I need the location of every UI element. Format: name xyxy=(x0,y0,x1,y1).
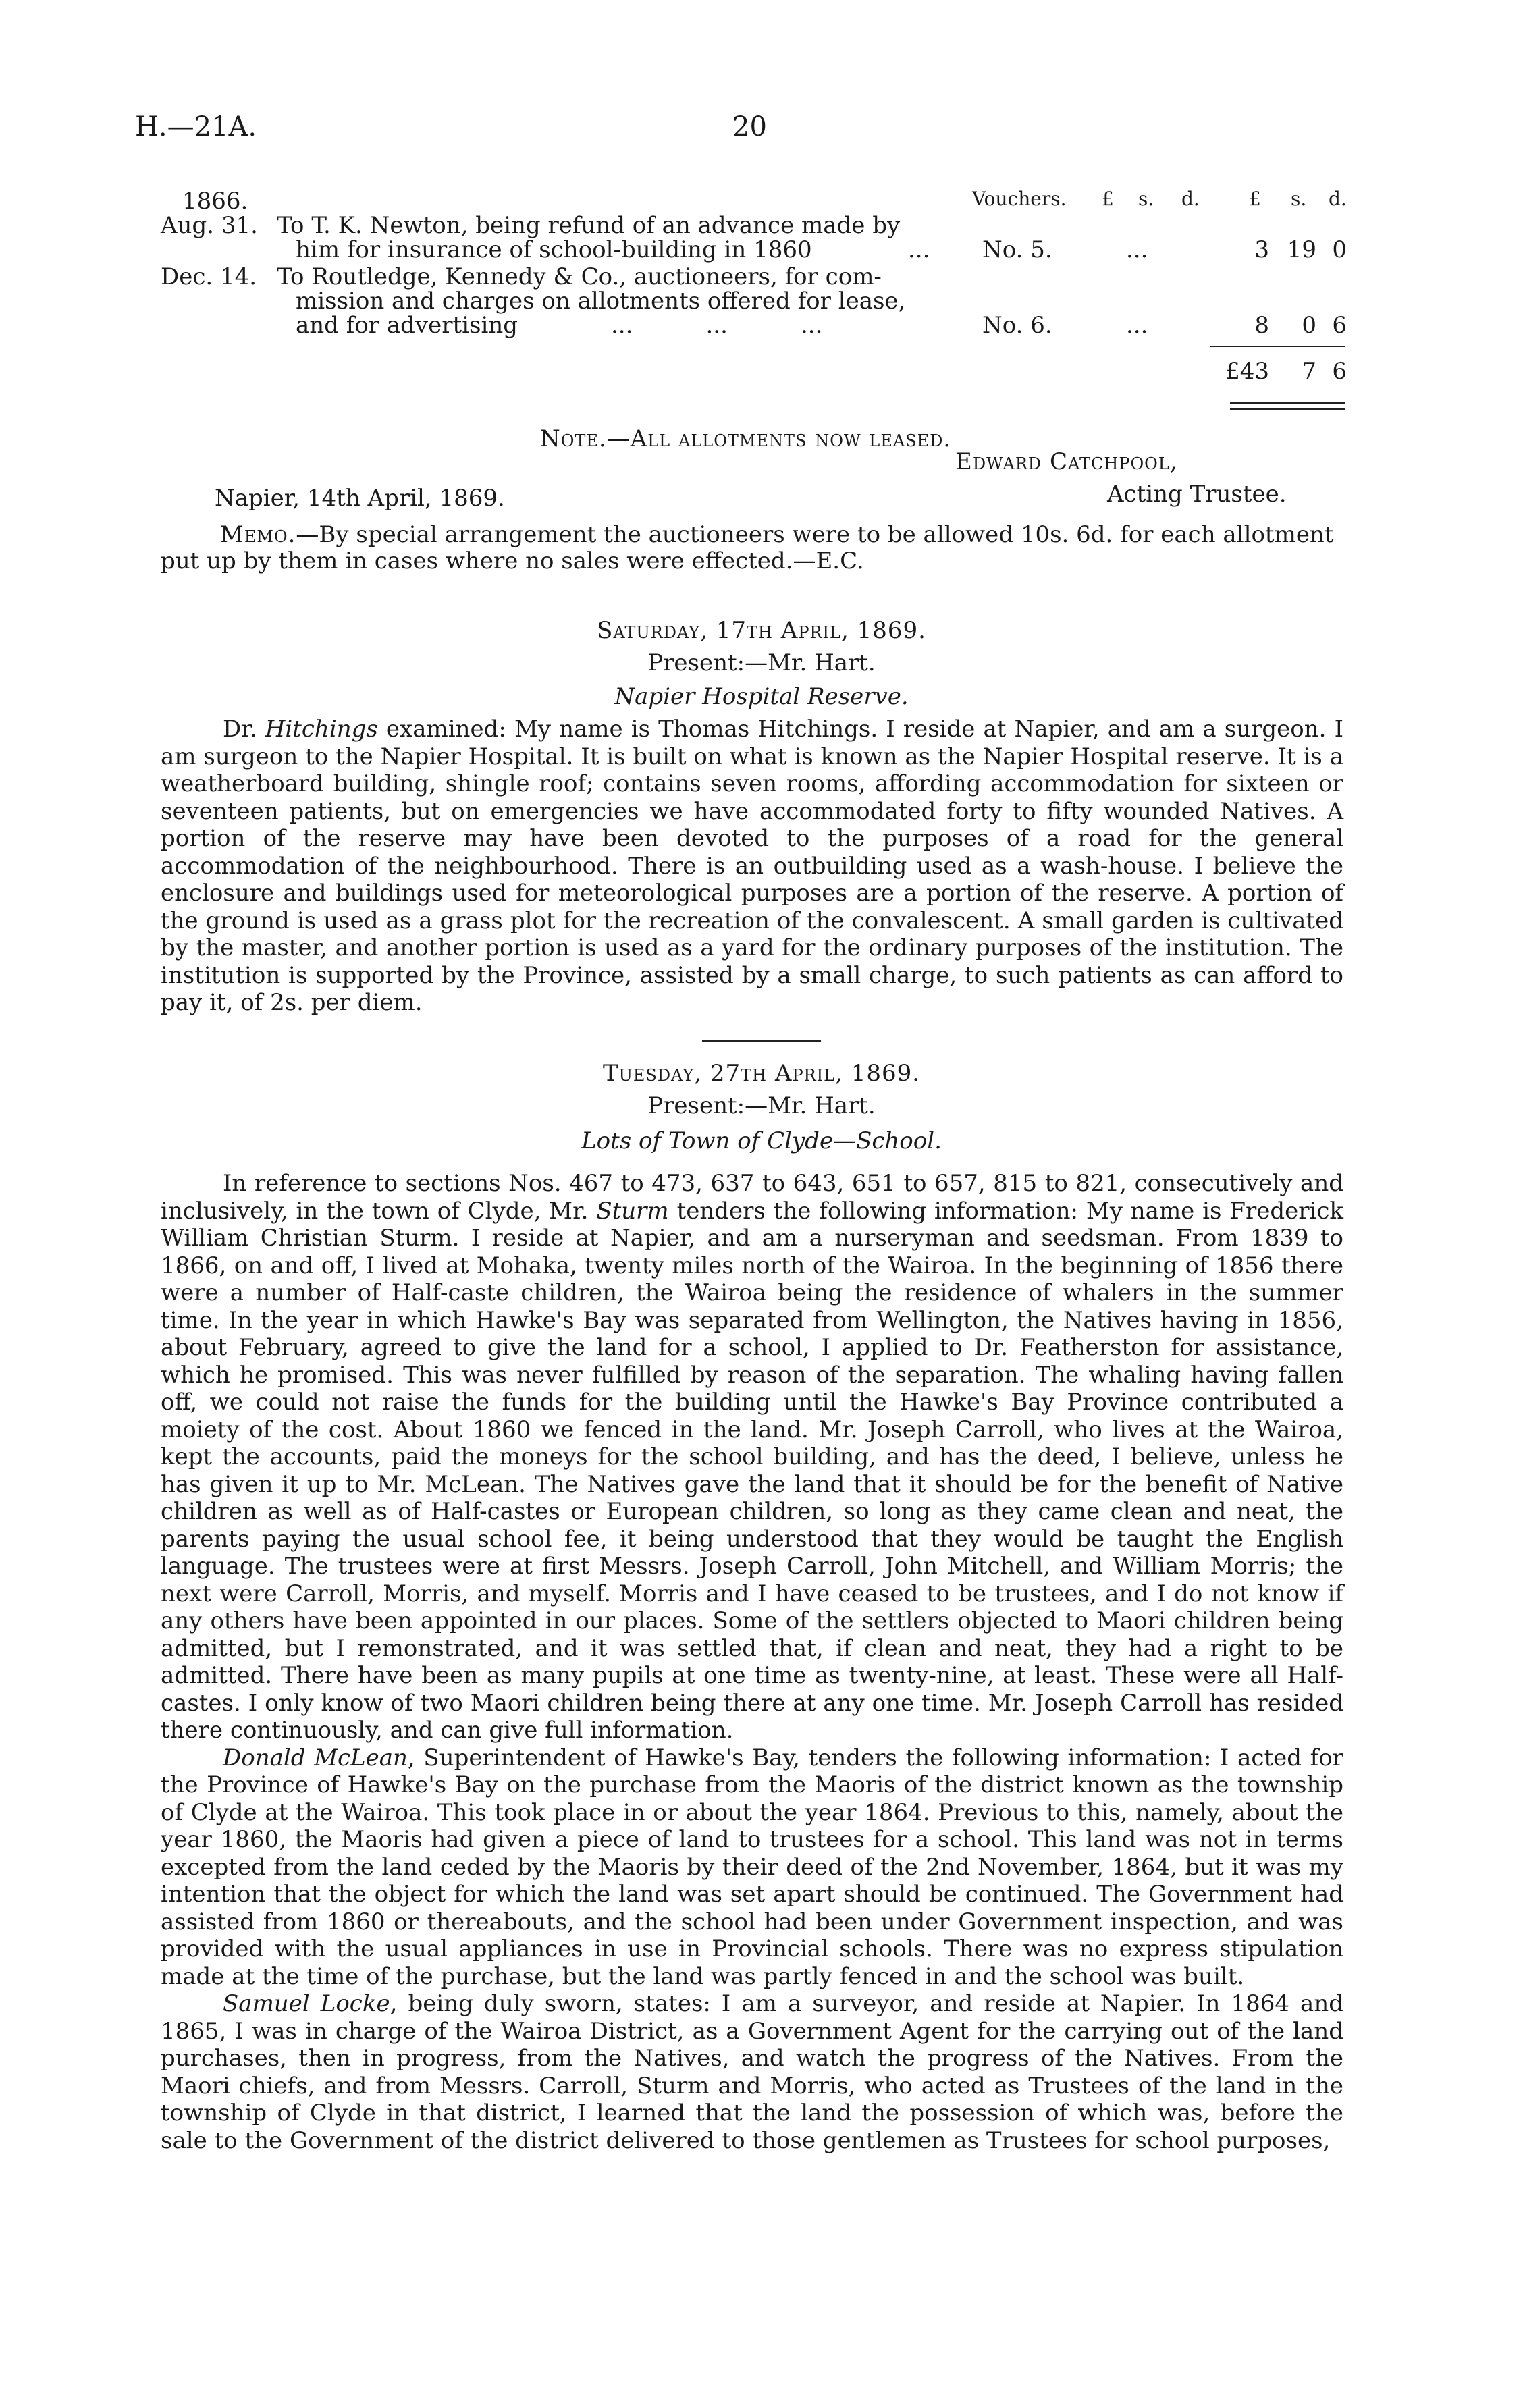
col-pence-2: d. xyxy=(1329,188,1347,210)
voucher-description-cont: mission and charges on allotments offered for lease, xyxy=(296,288,906,315)
memo xyxy=(220,521,1334,548)
witness-name: Sturm xyxy=(596,1197,669,1225)
voucher-description-cont: and for advertising xyxy=(296,312,518,339)
amount-pounds: 8 xyxy=(1254,312,1269,339)
col-pounds-1: £ xyxy=(1102,188,1114,210)
section-present: Present:—Mr. Hart. xyxy=(647,1092,876,1119)
total-shillings: 7 xyxy=(1302,358,1316,385)
amount-pence: 0 xyxy=(1332,236,1347,263)
amount-shillings: 19 xyxy=(1287,236,1316,263)
voucher-mid-dots: ... xyxy=(1126,236,1148,263)
page-number: 20 xyxy=(732,111,767,142)
testimony-text: In reference to sections Nos. 467 to 473, 637 to 643, 651 to 657, 815 to 821, consecutively and inclusively, in the town of Clyde, Mr. xyxy=(161,1170,1343,1225)
leader-dots: ... ... ... xyxy=(611,312,823,339)
col-pence-1: d. xyxy=(1181,188,1200,210)
witness-name: Donald McLean xyxy=(223,1744,408,1771)
col-shillings-2: s. xyxy=(1291,188,1307,210)
amount-shillings: 0 xyxy=(1302,312,1316,339)
testimony-paragraph xyxy=(161,1170,1343,2154)
memo-label: Memo. xyxy=(220,521,296,548)
amount-pence: 6 xyxy=(1332,312,1347,339)
witness-name: Hitchings xyxy=(265,716,378,743)
voucher-description-cont: him for insurance of school-building in 1860 xyxy=(296,236,812,263)
total-rule-top xyxy=(1210,346,1345,347)
title-prefix: Dr. xyxy=(223,716,265,743)
memo-text-cont: put up by them in cases where no sales were effected.—E.C. xyxy=(161,547,864,574)
witness-name: Samuel Locke xyxy=(223,1990,390,2017)
voucher-date: Aug. 31. xyxy=(161,212,258,239)
note-line: Note.—All allotments now leased. xyxy=(540,425,952,452)
voucher-number: No. 5. xyxy=(982,236,1052,263)
col-vouchers: Vouchers. xyxy=(972,188,1067,210)
voucher-year: 1866. xyxy=(182,188,248,215)
testimony-text: , Superintendent of Hawke's Bay, tenders the following information: I acted for the Province of Hawke's Bay on the purchase from the Maoris of the district known as the township of Clyde at the Wairoa. This took place in or about the year 1864. Previous to this, namely, about the year 1860, the Maoris had given a piece of land to trustees for a school. This land was not in terms excepted from the land ceded by the Maoris by their deed of the 2nd November, 1864, but it was my intention that the object for which the land was set apart should be continued. The Government had assisted from 1860 or thereabouts, and the school had been under Government inspection, and was provided with the usual appliances in use in Provincial schools. There was no express stipulation made at the time of the purchase, but the land was partly fenced in and the school was built. xyxy=(161,1744,1343,1990)
section-divider xyxy=(702,1040,821,1042)
leader-dots: ... xyxy=(908,236,930,263)
total-pounds: £43 xyxy=(1225,358,1269,385)
voucher-number: No. 6. xyxy=(982,312,1052,339)
signatory-title: Acting Trustee. xyxy=(1107,481,1287,508)
testimony-text: , being duly sworn, states: I am a surveyor, and reside at Napier. In 1864 and 1865, I was in charge of the Wairoa District, as a Government Agent for the carrying out of the land purchases, then in progress, from the Natives, and watch the progress of the Natives. From the Maori chiefs, and from Messrs. Carroll, Sturm and Morris, who acted as Trustees of the land in the township of Clyde in that district, I learned that the land the possession of which was, before the sale to the Government of the district delivered to those gentlemen as Trustees for school purposes, xyxy=(161,1990,1343,2154)
voucher-description: To T. K. Newton, being refund of an advance made by xyxy=(277,212,901,239)
voucher-description: To Routledge, Kennedy & Co., auctioneers, for com- xyxy=(277,263,882,290)
col-pounds-2: £ xyxy=(1249,188,1261,210)
section-subject: Lots of Town of Clyde—School. xyxy=(581,1127,942,1154)
document-code: H.—21A. xyxy=(135,111,257,142)
section-date: Tuesday, 27th April, 1869. xyxy=(602,1060,921,1087)
testimony-text: examined: My name is Thomas Hitchings. I reside at Napier, and am a surgeon. I am surgeon to the Napier Hospital. It is built on what is known as the Napier Hospital reserve. It is a weatherboard building, shingle roof; contains seven rooms, affording accommodation for sixteen or seventeen patients, but on emergencies we have accommodated forty to fifty wounded Natives. A portion of the reserve may have been devoted to the purposes of a road for the general accommodation of the neighbourhood. There is an outbuilding used as a wash-house. I believe the enclosure and buildings used for meteorological purposes are a portion of the reserve. A portion of the ground is used as a grass plot for the recreation of the convalescent. A small garden is cultivated by the master, and another portion is used as a yard for the ordinary purposes of the institution. The institution is supported by the Province, assisted by a small charge, to such patients as can afford to pay it, of 2s. per diem. xyxy=(161,716,1343,1016)
place-date: Napier, 14th April, 1869. xyxy=(215,485,505,512)
signatory-name: Edward Catchpool, xyxy=(955,448,1178,475)
testimony-text: tenders the following information: My name is Frederick William Christian Sturm. I reside at Napier, and am a nurseryman and seedsman. From 1839 to 1866, on and off, I lived at Mohaka, twenty miles north of the Wairoa. In the beginning of 1856 there were a number of Half-caste children, the Wairoa being the residence of whalers in the summer time. In the year in which Hawke's Bay was separated from Wellington, the Natives having in 1856, about February, agreed to give the land for a school, I applied to Dr. Featherston for assistance, which he promised. This was never fulfilled by reason of the separation. The whaling having fallen off, we could not raise the funds for the building until the Hawke's Bay Province contributed a moiety of the cost. About 1860 we fenced in the land. Mr. Joseph Carroll, who lives at the Wairoa, kept the accounts, paid the moneys for the school building, and has the deed, I believe, unless he has given it up to Mr. McLean. The Natives gave the land that it should be for the benefit of Native children as well as of Half-castes or European children, so long as they came clean and neat, the parents paying the usual school fee, it being understood that they would be taught the English language. The trustees were at first Messrs. Joseph Carroll, John Mitchell, and William Morris; the next were Carroll, Morris, and myself. Morris and I have ceased to be trustees, and I do not know if any others have been appointed in our places. Some of the settlers objected to Maori children being admitted, but I remonstrated, and it was settled that, if clean and neat, they had a right to be admitted. There have been as many pupils at one time as twenty-nine, at least. These were all Half-castes. I only know of two Maori children being there at any one time. Mr. Joseph Carroll has resided there continuously, and can give full information. xyxy=(161,1197,1344,1744)
col-shillings-1: s. xyxy=(1138,188,1154,210)
memo-text: —By special arrangement the auctioneers were to be allowed 10s. 6d. for each allotment xyxy=(296,521,1334,548)
testimony-paragraph xyxy=(161,716,1343,1017)
voucher-date: Dec. 14. xyxy=(161,263,257,290)
section-present: Present:—Mr. Hart. xyxy=(647,649,876,676)
section-subject: Napier Hospital Reserve. xyxy=(614,683,909,710)
total-rule-double-2 xyxy=(1230,408,1345,410)
section-date: Saturday, 17th April, 1869. xyxy=(597,617,926,644)
total-rule-double-1 xyxy=(1230,402,1345,404)
total-pence: 6 xyxy=(1332,358,1347,385)
voucher-mid-dots: ... xyxy=(1126,312,1148,339)
amount-pounds: 3 xyxy=(1254,236,1269,263)
